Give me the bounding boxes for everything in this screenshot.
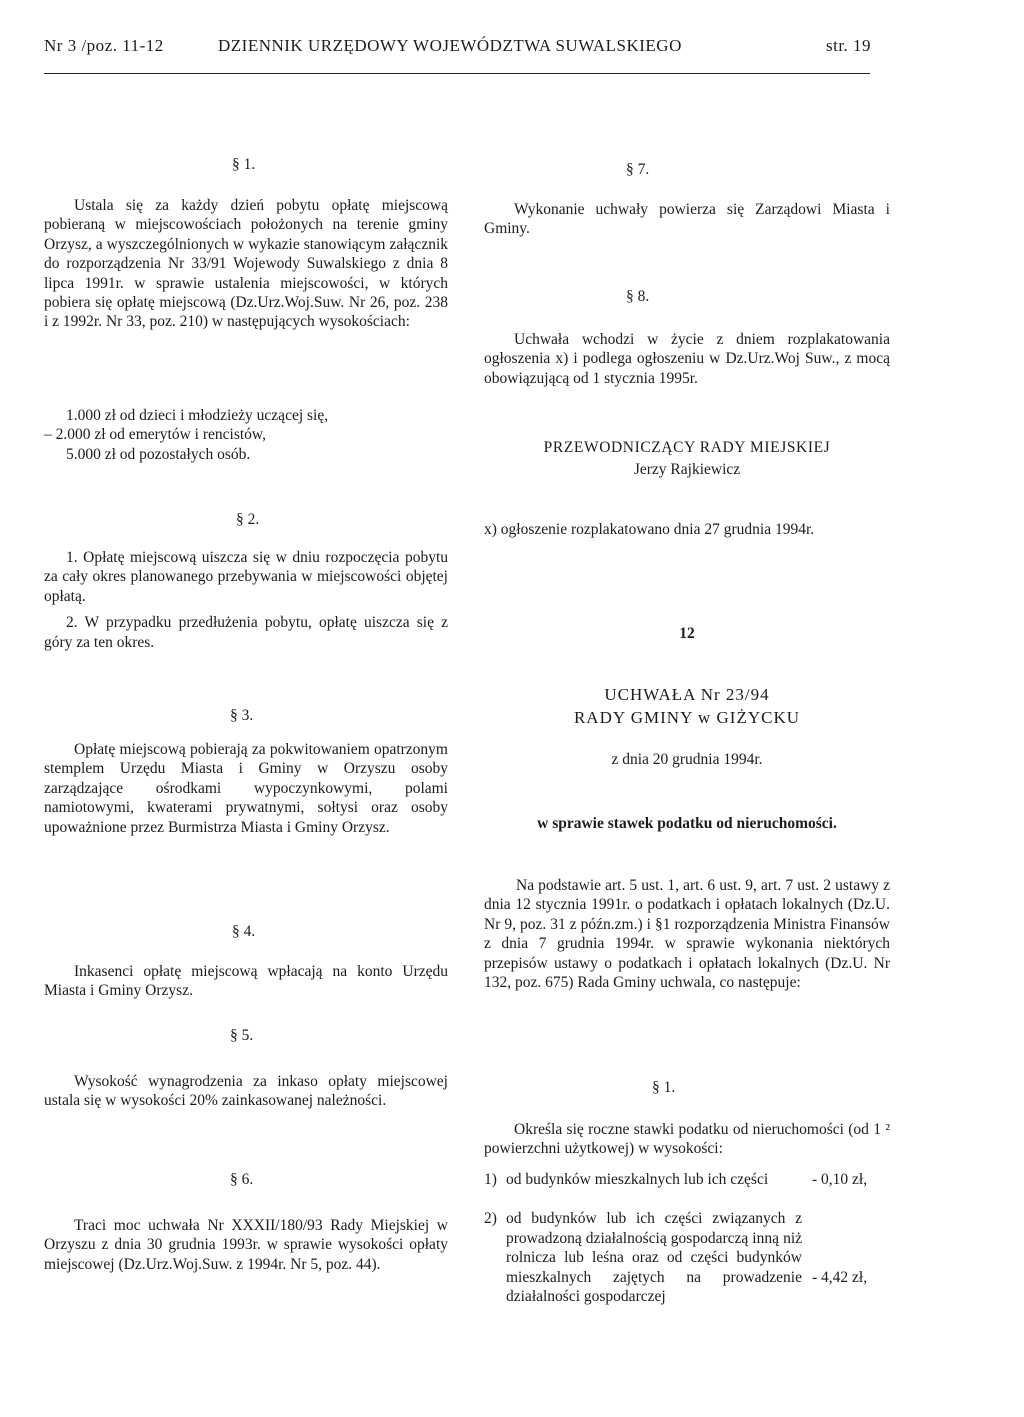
- item-number: 2.: [66, 614, 78, 632]
- resolution-preamble: Na podstawie art. 5 ust. 1, art. 6 ust. 9, art. 7 ust. 2 ustawy z dnia 12 stycznia 1991r. o podatkach i opłatach lokalnych (Dz.U. Nr 9, poz. 31 z późn.zm.) i §1 rozporządzenia Ministra Finansów z dnia 7 grudnia 1994r. w sprawie wykonania niektórych przepisów ustawy o podatkach i opłatach lokalnych (Dz.U. Nr 132, poz. 675) Rada Gminy uchwala, co następuje:: [484, 877, 890, 992]
- section-6-text: Traci moc uchwała Nr XXXII/180/93 Rady Miejskiej w Orzyszu z dnia 30 grudnia 1993r. w sprawie wysokości opłaty miejscowej (Dz.Urz.Woj.Suw. z 1994r. Nr 5, poz. 44).: [44, 1217, 448, 1273]
- footnote: x) ogłoszenie rozplakatowano dnia 27 grudnia 1994r.: [484, 521, 815, 538]
- resolution-title: UCHWAŁA Nr 23/94: [604, 685, 770, 704]
- section-1-heading: § 1.: [232, 156, 256, 173]
- section-7-heading: § 7.: [626, 161, 650, 178]
- tax-rate-item-2: [484, 1209, 802, 1306]
- section-6-heading: § 6.: [230, 1171, 254, 1188]
- section-5-heading: § 5.: [230, 1027, 254, 1044]
- section-4-text: Inkasenci opłatę miejscową wpłacają na konto Urzędu Miasta i Gminy Orzysz.: [44, 963, 448, 1000]
- section-3-heading: § 3.: [230, 707, 254, 724]
- item-number: 2): [484, 1210, 497, 1228]
- section-8-text: Uchwała wchodzi w życie z dniem rozplakatowania ogłoszenia x) i podlega ogłoszeniu w Dz.Urz.Woj Suw., z mocą obowiązującą od 1 stycznia 1995r.: [484, 331, 890, 387]
- resolution-subject: w sprawie stawek podatku od nieruchomości.: [537, 815, 837, 832]
- section-3-text: Opłatę miejscową pobierają za pokwitowaniem opatrzonym stemplem Urzędu Miasta i Gminy w Orzyszu osoby zarządzające ośrodkami wypoczynkowymi, polami namiotowymi, kwaterami prywatnymi, sołtysi oraz osoby upoważnione przez Burmistrza Miasta i Gminy Orzysz.: [44, 741, 448, 836]
- rate-item: 5.000 zł od pozostałych osób.: [66, 445, 251, 463]
- header-rule: [44, 73, 870, 74]
- item-number: 1): [484, 1171, 497, 1188]
- rate-item: – 2.000 zł od emerytów i rencistów,: [44, 426, 266, 444]
- item-text: od budynków lub ich części związanych z prowadzoną działalnością gospodarczą inną niż rolnicza lub leśna oraz od części budynków mieszkalnych zajętych na prowadzenie działalności gospodarczej: [506, 1210, 802, 1306]
- section-1-text: Ustala się za każdy dzień pobytu opłatę miejscową pobieraną w miejscowościach położonych na terenie gminy Orzysz, a wyszczególnionych w wykazie stanowiącym załącznik do rozporządzenia Nr 33/91 Wojewody Suwalskiego z dnia 8 lipca 1991r. w sprawie ustalenia miejscowości, w których pobiera się opłatę miejscową (Dz.Urz.Woj.Suw. Nr 26, poz. 238 i z 1992r. Nr 33, poz. 210) w następujących wysokościach:: [44, 197, 448, 331]
- section-7-text: Wykonanie uchwały powierza się Zarządowi Miasta i Gminy.: [484, 201, 890, 238]
- section-5-text: Wysokość wynagrodzenia za inkaso opłaty miejscowej ustala się w wysokości 20% zainkasowanej należności.: [44, 1073, 448, 1110]
- rate-item: 1.000 zł od dzieci i młodzieży uczącej się,: [66, 407, 329, 424]
- section-2-heading: § 2.: [236, 511, 260, 528]
- section-2-list: [44, 548, 448, 652]
- item-number: 1.: [66, 549, 78, 566]
- rates-list: [44, 406, 446, 464]
- signature-name: Jerzy Rajkiewicz: [633, 461, 741, 478]
- signature-title: PRZEWODNICZĄCY RADY MIEJSKIEJ: [543, 439, 831, 456]
- position-number: 12: [679, 625, 695, 642]
- tax-rate-item-1: [484, 1170, 802, 1189]
- resolution-section-1-text: Określa się roczne stawki podatku od nieruchomości (od 1 ² powierzchni użytkowej) w wysokości:: [484, 1121, 890, 1158]
- section-2-item-1: [44, 548, 448, 606]
- header-journal-title: DZIENNIK URZĘDOWY WOJEWÓDZTWA SUWALSKIEGO: [218, 36, 682, 55]
- header-page-number: str. 19: [826, 36, 872, 55]
- item-text: od budynków mieszkalnych lub ich części: [506, 1171, 769, 1188]
- resolution-date: z dnia 20 grudnia 1994r.: [611, 751, 763, 768]
- resolution-section-1-heading: § 1.: [652, 1079, 676, 1096]
- tax-rate-amount-1: - 0,10 zł,: [812, 1171, 868, 1188]
- tax-rate-amount-2: - 4,42 zł,: [812, 1269, 868, 1286]
- item-text: Opłatę miejscową uiszcza się w dniu rozpoczęcia pobytu za cały okres planowanego przebywania w miejscowości objętej opłatą.: [44, 549, 449, 605]
- header-issue: Nr 3 /poz. 11-12: [44, 36, 164, 55]
- section-2-item-2: [44, 613, 448, 652]
- item-text: W przypadku przedłużenia pobytu, opłatę uiszcza się z góry za ten okres.: [44, 614, 448, 651]
- resolution-council: RADY GMINY w GIŻYCKU: [573, 708, 801, 727]
- section-4-heading: § 4.: [232, 923, 256, 940]
- section-8-heading: § 8.: [626, 288, 650, 305]
